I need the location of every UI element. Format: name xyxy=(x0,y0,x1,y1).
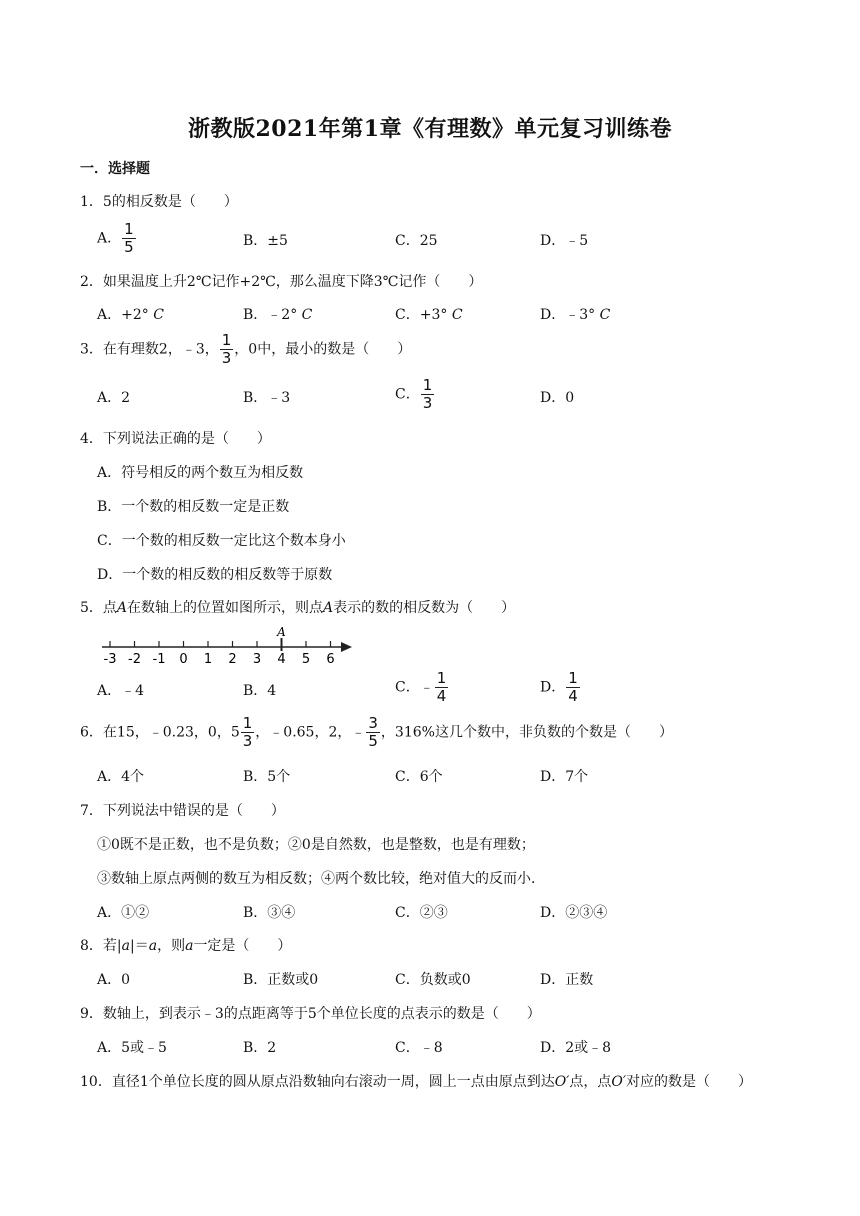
fraction: $\frac{1}{4}$ xyxy=(568,669,578,705)
q1-option-d: D．﹣5 xyxy=(540,233,589,249)
q9-option-b: B．2 xyxy=(243,1040,277,1056)
q9-option-d: D．2或﹣8 xyxy=(540,1040,612,1056)
question-9: 9．数轴上，到表示﹣3的点距离等于5个单位长度的点表示的数是（ ） xyxy=(80,1006,541,1022)
q8-option-a: A．0 xyxy=(97,972,131,988)
fraction: $\frac{1}{3}$ xyxy=(221,331,232,367)
page-title: 浙教版2021年第1章《有理数》单元复习训练卷 xyxy=(187,116,673,142)
q5-option-a: A．﹣4 xyxy=(97,683,145,699)
axis-tick-label: 3 xyxy=(252,652,262,667)
q8-option-d: D．正数 xyxy=(540,972,594,988)
number-line-figure xyxy=(100,623,360,667)
q6-option-b: B．5个 xyxy=(243,769,291,785)
fraction: $\frac{1}{3}$ xyxy=(422,376,433,412)
question-6: 6．在15，﹣0.23，0，5 $\frac{1}{3}$ ，﹣0.65，2，﹣ $\frac{3}{5}$ ，316%这几个数中，非负数的个数是（ ） xyxy=(80,714,673,750)
q7-statement-line-2: ③数轴上原点两侧的数互为相反数；④两个数比较，绝对值大的反而小． xyxy=(97,871,545,887)
q6-option-c: C．6个 xyxy=(395,769,443,785)
q2-option-c: C．+3° C xyxy=(395,307,463,323)
section-heading: 一．选择题 xyxy=(80,161,150,177)
q7-option-b: B．③④ xyxy=(243,905,296,921)
axis-tick-label: -3 xyxy=(103,652,117,667)
q6-option-d: D．7个 xyxy=(540,769,589,785)
q8-option-c: C．负数或0 xyxy=(395,972,471,988)
q4-option-a: A．符号相反的两个数互为相反数 xyxy=(97,465,304,481)
q3-option-d: D．0 xyxy=(540,390,575,406)
question-3: 3．在有理数2，﹣3， $\frac{1}{3}$ ，0中，最小的数是（ ） xyxy=(80,331,412,367)
axis-tick-label: 6 xyxy=(326,652,335,667)
q7-option-a: A．①② xyxy=(97,905,150,921)
question-1: 1．5的相反数是（ ） xyxy=(80,194,238,210)
axis-tick-label: -1 xyxy=(152,652,166,667)
q3-option-a: A．2 xyxy=(97,390,131,406)
fraction: $\frac{3}{5}$ xyxy=(368,714,378,750)
q7-statement-line-1: ①0既不是正数，也不是负数；②0是自然数，也是整数，也是有理数； xyxy=(97,837,535,853)
fraction: $\frac{1}{5}$ xyxy=(124,220,134,256)
q9-option-a: A．5或﹣5 xyxy=(97,1040,167,1056)
question-8: 8．若|a|＝a，则a一定是（ ） xyxy=(80,938,292,954)
axis-tick-label: 4 xyxy=(277,652,286,667)
q6-option-a: A．4个 xyxy=(97,769,145,785)
axis-tick-label: 5 xyxy=(301,652,311,667)
q9-option-c: C．﹣8 xyxy=(395,1040,443,1056)
q7-option-c: C．②③ xyxy=(395,905,448,921)
question-4: 4．下列说法正确的是（ ） xyxy=(80,431,271,447)
q7-option-d: D．②③④ xyxy=(540,905,608,921)
axis-point-label: A xyxy=(277,625,286,639)
axis-arrow xyxy=(341,642,352,652)
axis-tick-label: -2 xyxy=(128,652,141,667)
q4-option-c: C．一个数的相反数一定比这个数本身小 xyxy=(97,533,346,549)
q1-option-a: A． $\frac{1}{5}$ xyxy=(97,220,134,256)
q5-option-b: B．4 xyxy=(243,683,277,699)
question-2: 2．如果温度上升2℃记作+2℃，那么温度下降3℃记作（ ） xyxy=(80,274,483,290)
q2-option-d: D．﹣3° C xyxy=(540,307,611,323)
question-5: 5．点A在数轴上的位置如图所示，则点A表示的数的相反数为（ ） xyxy=(80,600,516,616)
q1-option-b: B．±5 xyxy=(243,233,288,249)
q4-option-d: D．一个数的相反数的相反数等于原数 xyxy=(97,567,333,583)
axis-tick-label: 2 xyxy=(228,652,237,667)
fraction: $\frac{1}{3}$ xyxy=(242,714,253,750)
q5-option-d: D． $\frac{1}{4}$ xyxy=(540,669,578,705)
q4-option-b: B．一个数的相反数一定是正数 xyxy=(97,499,290,515)
axis-tick-label: 1 xyxy=(203,652,213,667)
q3-option-b: B．﹣3 xyxy=(243,390,291,406)
q2-option-a: A．+2° C xyxy=(97,307,164,323)
question-10: 10．直径1个单位长度的圆从原点沿数轴向右滚动一周，圆上一点由原点到达O′点，点O′对应的数是（ ） xyxy=(80,1074,753,1090)
q8-option-b: B．正数或0 xyxy=(243,972,319,988)
q2-option-b: B．﹣2° C xyxy=(243,307,313,323)
fraction: $\frac{1}{4}$ xyxy=(436,669,447,705)
q5-option-c: C．﹣ $\frac{1}{4}$ xyxy=(395,669,447,705)
q3-option-c: C． $\frac{1}{3}$ xyxy=(395,376,433,412)
axis-tick-label: 0 xyxy=(179,652,188,667)
question-7: 7．下列说法中错误的是（ ） xyxy=(80,803,285,819)
q1-option-c: C．25 xyxy=(395,233,438,249)
